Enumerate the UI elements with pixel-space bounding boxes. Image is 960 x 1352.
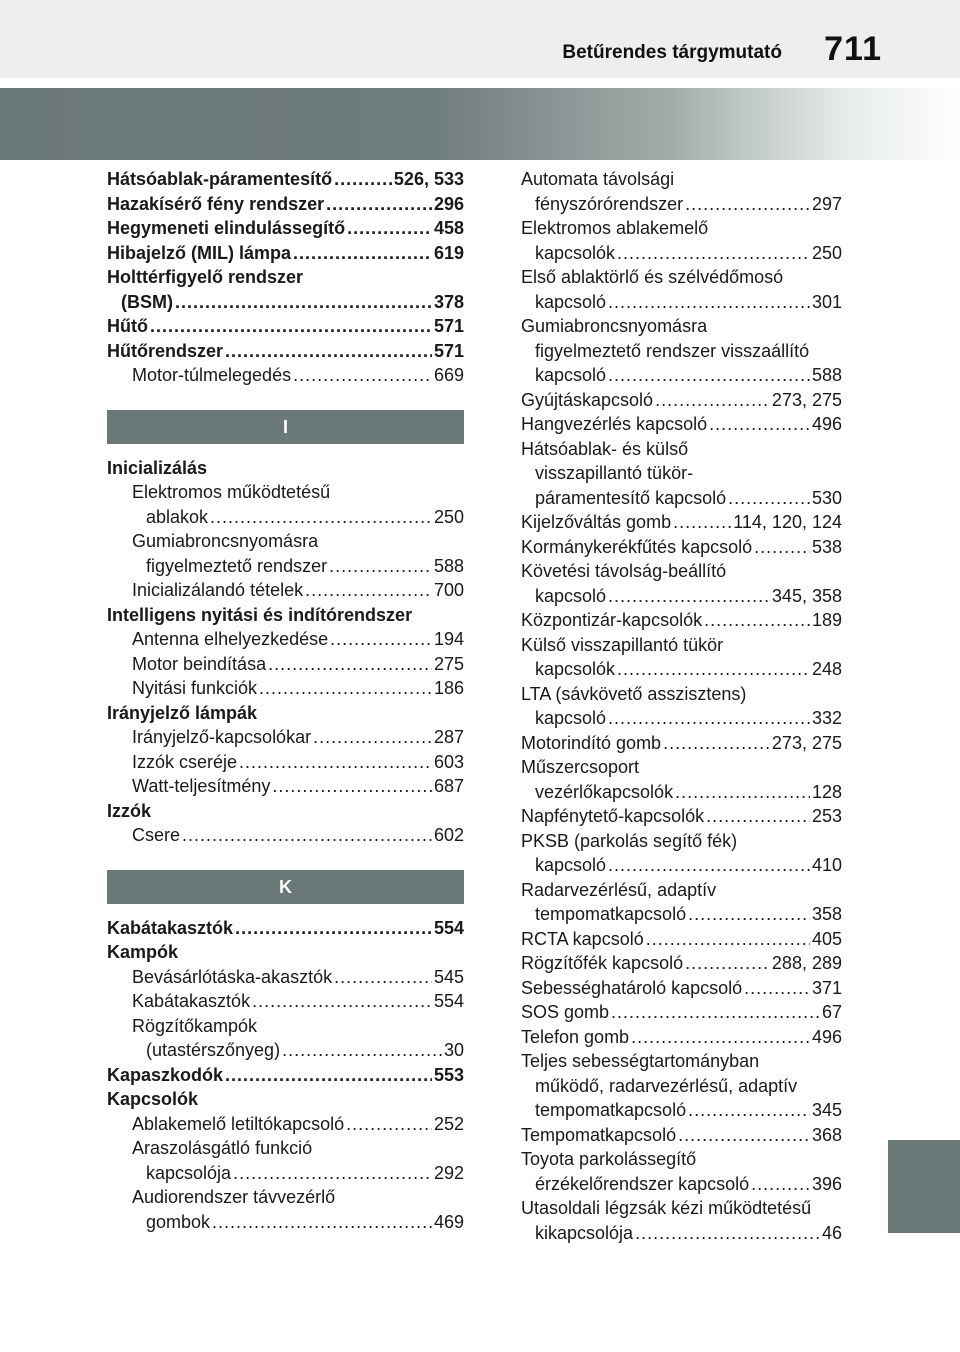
index-subentry: Inicializálandó tételek ..... 700 bbox=[107, 578, 464, 603]
index-entry: Hazakísérő fény rendszer ..... 296 bbox=[107, 192, 464, 217]
index-entry: LTA (sávkövető asszisztens) kapcsoló ..... 332 bbox=[521, 682, 842, 731]
index-heading: Izzók bbox=[107, 800, 152, 821]
index-subentry: Nyitási funkciók ..... 186 bbox=[107, 676, 464, 701]
index-heading: Intelligens nyitási és indítórendszer bbox=[107, 604, 413, 625]
index-subentry: Audiorendszer távvezérlő gombok ..... 469 bbox=[107, 1185, 464, 1234]
index-subentry: Kabátakasztók ..... 554 bbox=[107, 989, 464, 1014]
section-header-i: I bbox=[107, 410, 464, 444]
index-subentry: Izzók cseréje ..... 603 bbox=[107, 750, 464, 775]
index-entry: Gyújtáskapcsoló ..... 273, 275 bbox=[521, 388, 842, 413]
index-entry: Holttérfigyelő rendszer (BSM) ..... 378 bbox=[107, 265, 464, 314]
index-entry: Hűtő ..... 571 bbox=[107, 314, 464, 339]
index-column-right bbox=[521, 167, 842, 1245]
index-entry: Kapaszkodók ..... 553 bbox=[107, 1063, 464, 1088]
index-entry: Utasoldali légzsák kézi működtetésű kikapcsolója ..... 46 bbox=[521, 1196, 842, 1245]
section-header-k: K bbox=[107, 870, 464, 904]
index-entry: Kormánykerékfűtés kapcsoló ..... 538 bbox=[521, 535, 842, 560]
index-subentry: Ablakemelő letiltókapcsoló ..... 252 bbox=[107, 1112, 464, 1137]
index-subentry: Watt-teljesítmény ..... 687 bbox=[107, 774, 464, 799]
index-entry: Műszercsoport vezérlőkapcsolók ..... 128 bbox=[521, 755, 842, 804]
index-entry: Radarvezérlésű, adaptív tempomatkapcsoló ..... 358 bbox=[521, 878, 842, 927]
index-subentry: Motor-túlmelegedés ..... 669 bbox=[107, 363, 464, 388]
index-entry: Automata távolsági fényszórórendszer ..... 297 bbox=[521, 167, 842, 216]
index-subentry: Csere ..... 602 bbox=[107, 823, 464, 848]
index-entry: Teljes sebességtartományban működő, radarvezérlésű, adaptív tempomatkapcsoló ..... 345 bbox=[521, 1049, 842, 1123]
index-entry: Elektromos ablakemelő kapcsolók ..... 250 bbox=[521, 216, 842, 265]
index-entry: Tempomatkapcsoló ..... 368 bbox=[521, 1123, 842, 1148]
index-subentry: Irányjelző-kapcsolókar ..... 287 bbox=[107, 725, 464, 750]
index-entry: SOS gomb ..... 67 bbox=[521, 1000, 842, 1025]
header-title: Betűrendes tárgymutató bbox=[562, 42, 782, 63]
index-subentry: Motor beindítása ..... 275 bbox=[107, 652, 464, 677]
index-entry: Hátsóablak-páramentesítő ..... 526, 533 bbox=[107, 167, 464, 192]
index-heading: Kampók bbox=[107, 942, 179, 962]
index-subentry: Elektromos működtetésű ablakok ..... 250 bbox=[107, 480, 464, 529]
index-entry: Központizár-kapcsolók ..... 189 bbox=[521, 608, 842, 633]
index-entry: Toyota parkolássegítő érzékelőrendszer kapcsoló ..... 396 bbox=[521, 1147, 842, 1196]
index-heading: Irányjelző lámpák bbox=[107, 702, 258, 723]
index-entry: Telefon gomb ..... 496 bbox=[521, 1025, 842, 1050]
index-subentry: Rögzítőkampók (utastérszőnyeg) ..... 30 bbox=[107, 1014, 464, 1063]
section-thumb-tab bbox=[888, 1140, 960, 1233]
index-entry: Kabátakasztók ..... 554 bbox=[107, 916, 464, 941]
index-entry: Hibajelző (MIL) lámpa ..... 619 bbox=[107, 241, 464, 266]
index-entry: RCTA kapcsoló ..... 405 bbox=[521, 927, 842, 952]
index-subentry: Bevásárlótáska-akasztók ..... 545 bbox=[107, 965, 464, 990]
index-entry: Rögzítőfék kapcsoló ..... 288, 289 bbox=[521, 951, 842, 976]
page-number: 711 bbox=[824, 30, 882, 68]
index-entry: Követési távolság-beállító kapcsoló ..... 345, 358 bbox=[521, 559, 842, 608]
index-entry: Kijelzőváltás gomb ..... 114, 120, 124 bbox=[521, 510, 842, 535]
index-subentry: Araszolásgátló funkció kapcsolója ..... 292 bbox=[107, 1136, 464, 1185]
index-heading: Kapcsolók bbox=[107, 1089, 199, 1109]
header-band bbox=[0, 88, 960, 160]
index-entry: Napfénytető-kapcsolók ..... 253 bbox=[521, 804, 842, 829]
index-heading: Inicializálás bbox=[107, 457, 208, 478]
index-subentry: Antenna elhelyezkedése ..... 194 bbox=[107, 627, 464, 652]
index-entry: Külső visszapillantó tükör kapcsolók ..... 248 bbox=[521, 633, 842, 682]
index-subentry: Gumiabroncsnyomásra figyelmeztető rendszer ..... 588 bbox=[107, 529, 464, 578]
index-entry: Hátsóablak- és külső visszapillantó tükör- páramentesítő kapcsoló ..... 530 bbox=[521, 437, 842, 511]
index-entry: Sebességhatároló kapcsoló ..... 371 bbox=[521, 976, 842, 1001]
index-entry: Gumiabroncsnyomásra figyelmeztető rendszer visszaállító kapcsoló ..... 588 bbox=[521, 314, 842, 388]
index-entry: Hegymeneti elindulássegítő ..... 458 bbox=[107, 216, 464, 241]
index-entry: Hangvezérlés kapcsoló ..... 496 bbox=[521, 412, 842, 437]
index-column-left bbox=[107, 167, 464, 1234]
index-entry: Hűtőrendszer ..... 571 bbox=[107, 339, 464, 364]
index-entry: PKSB (parkolás segítő fék) kapcsoló ..... 410 bbox=[521, 829, 842, 878]
page-header bbox=[0, 0, 960, 78]
index-entry: Első ablaktörlő és szélvédőmosó kapcsoló ..... 301 bbox=[521, 265, 842, 314]
index-entry: Motorindító gomb ..... 273, 275 bbox=[521, 731, 842, 756]
